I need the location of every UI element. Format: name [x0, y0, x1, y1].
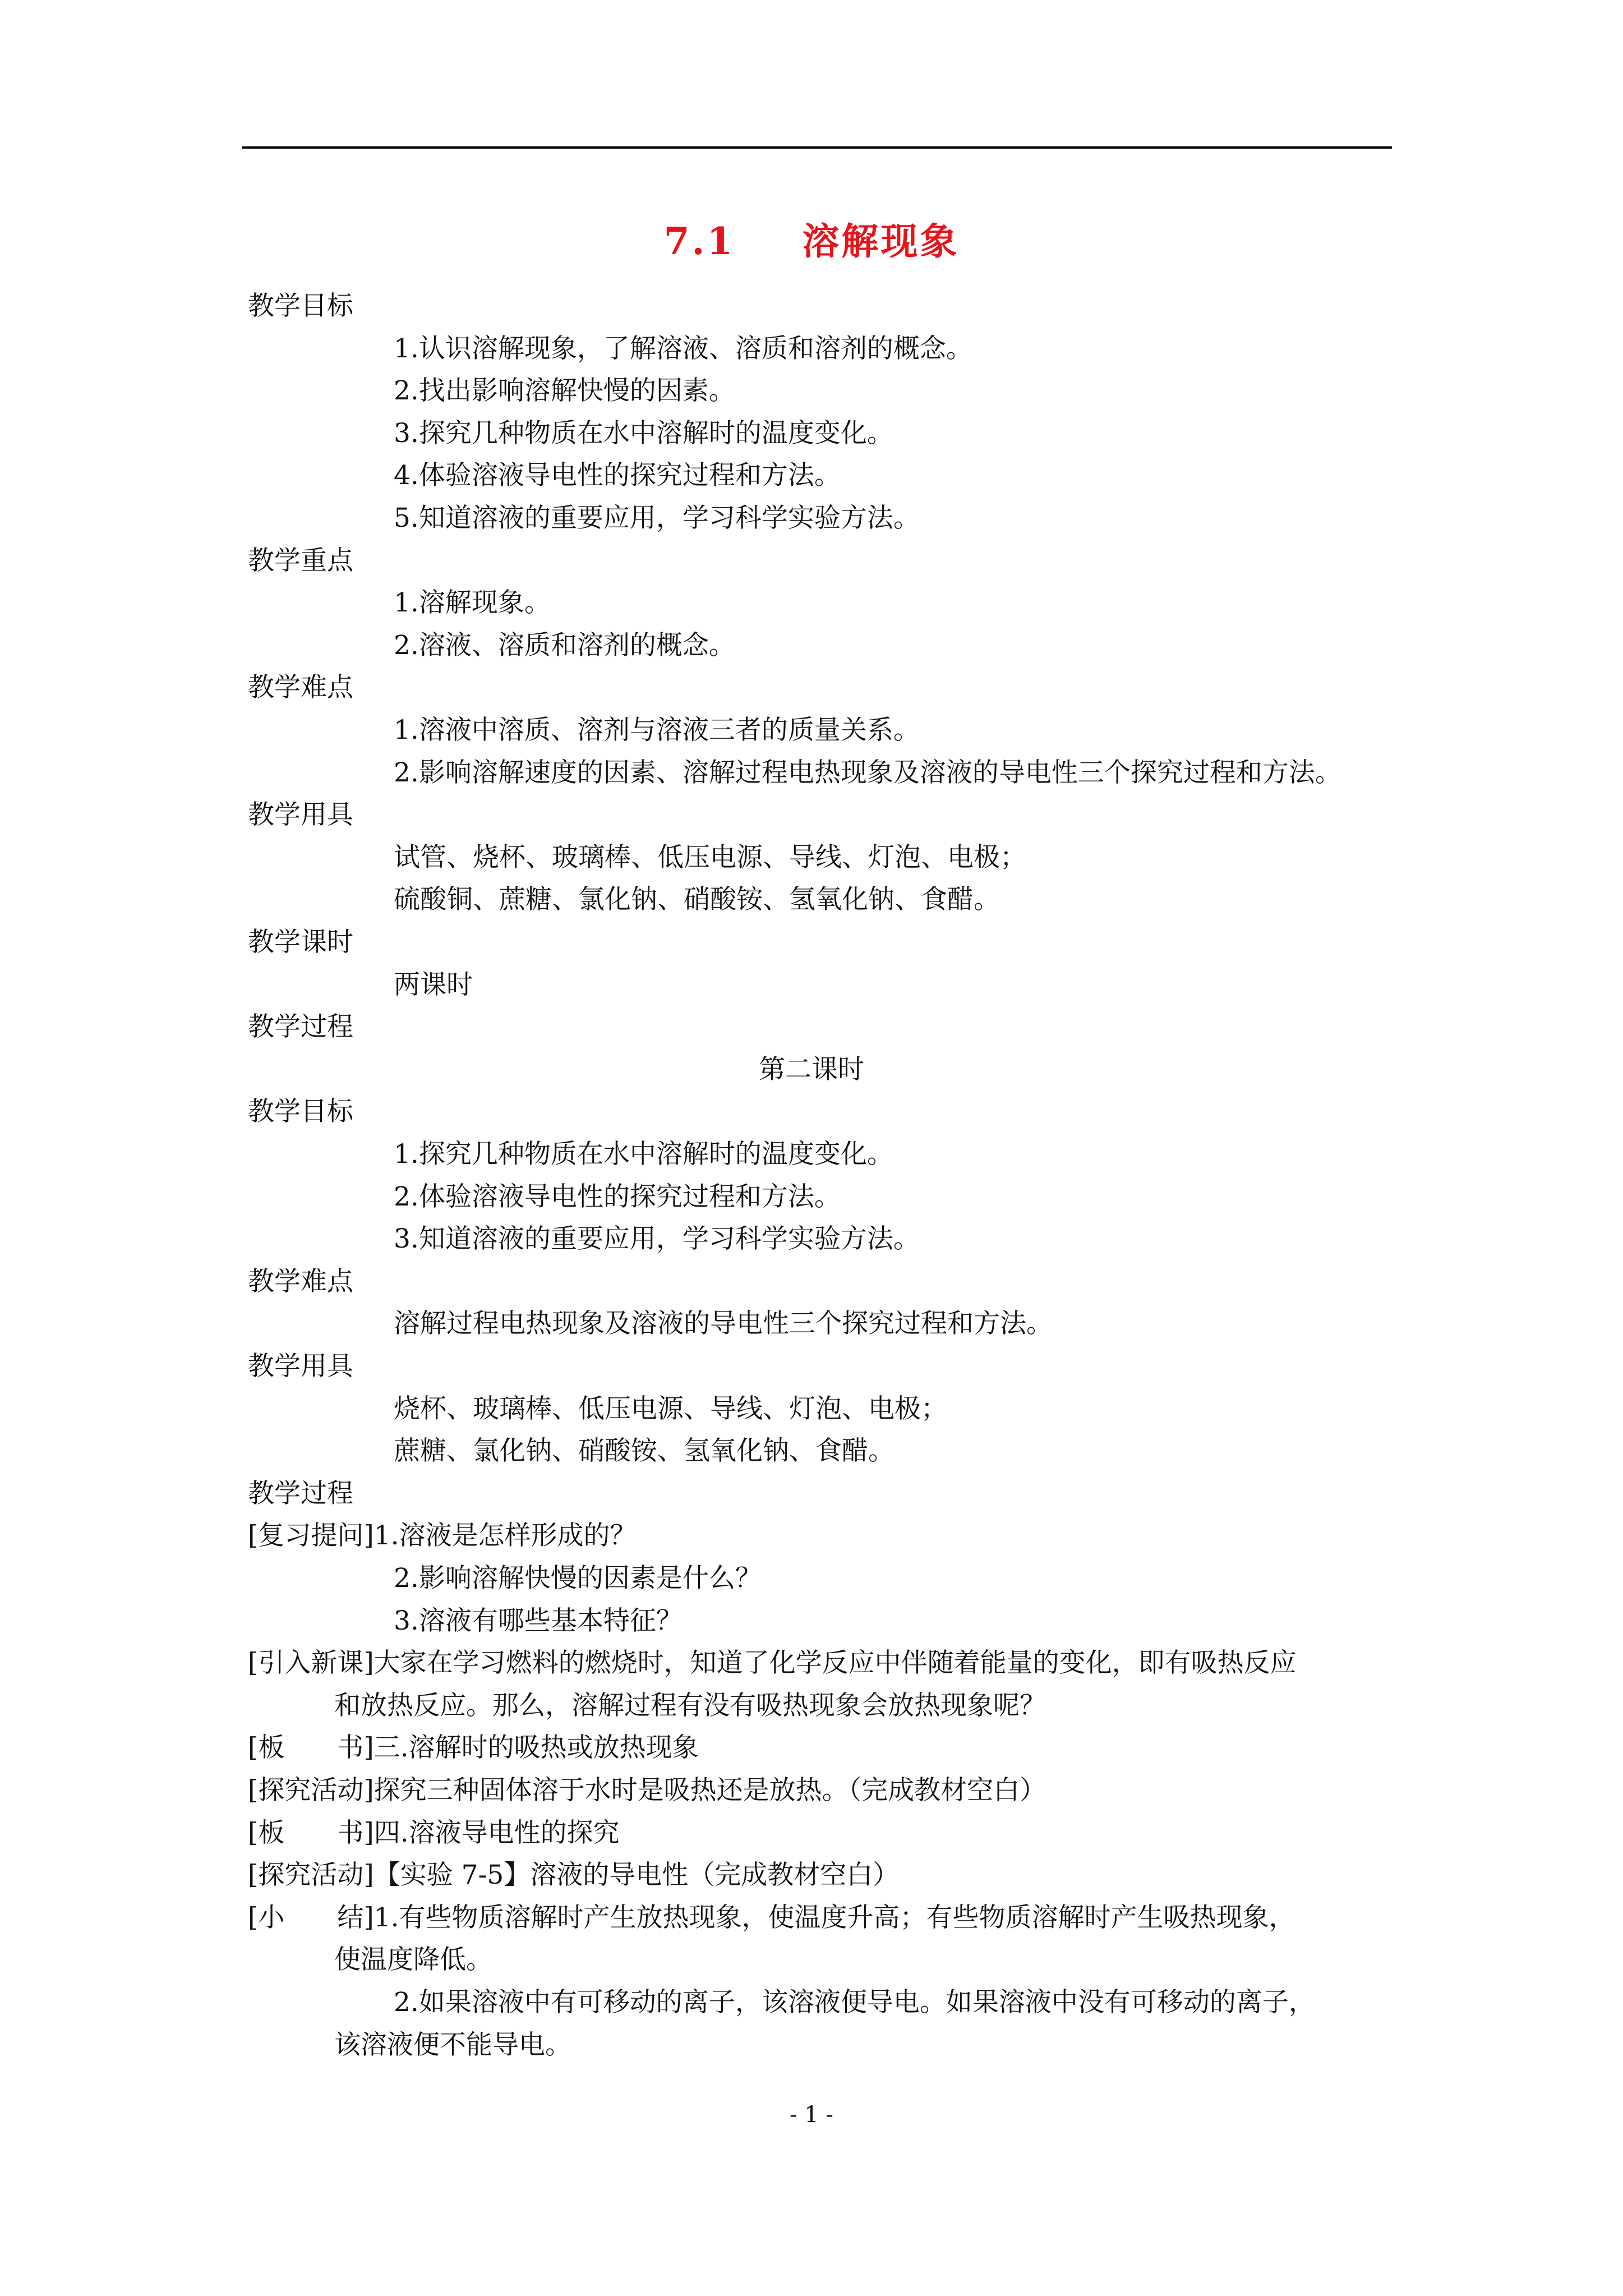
page-number: - 1 -	[790, 2102, 833, 2128]
section-line: [探究活动]【实验 7-5】溶液的导电性（完成教材空白）	[248, 1860, 900, 1890]
body-line: 3.探究几种物质在水中溶解时的温度变化。	[394, 418, 893, 449]
body-line: 2.如果溶液中有可移动的离子，该溶液便导电。如果溶液中没有可移动的离子，	[394, 1987, 1315, 2018]
body-line: 1.探究几种物质在水中溶解时的温度变化。	[394, 1139, 893, 1170]
body-line: 2.影响溶解快慢的因素是什么？	[394, 1563, 762, 1594]
body-line: 溶解过程电热现象及溶液的导电性三个探究过程和方法。	[394, 1308, 1053, 1339]
section-line: [板 书]三.溶解时的吸热或放热现象	[248, 1732, 699, 1763]
section-line: 教学难点	[248, 1266, 353, 1297]
body-line: 2.影响溶解速度的因素、溶解过程电热现象及溶液的导电性三个探究过程和方法。	[394, 757, 1341, 788]
body-line: 5.知道溶液的重要应用，学习科学实验方法。	[394, 503, 920, 533]
body-line: 2.体验溶液导电性的探究过程和方法。	[394, 1181, 841, 1212]
subheading-line: 第二课时	[759, 1054, 864, 1085]
body-line: 1.认识溶解现象，了解溶液、溶质和溶剂的概念。	[394, 333, 972, 364]
section-line: 教学过程	[248, 1011, 353, 1042]
section-line: 教学用具	[248, 799, 353, 830]
document-title	[0, 213, 1623, 269]
header-rule	[242, 146, 1392, 149]
body-line: 1.溶解现象。	[394, 587, 551, 618]
section-line: 教学课时	[248, 927, 353, 958]
body-line: 3.知道溶液的重要应用，学习科学实验方法。	[394, 1223, 920, 1254]
body-line: 和放热反应。那么，溶解过程有没有吸热现象会放热现象呢？	[334, 1690, 1046, 1721]
section-line: 教学难点	[248, 672, 353, 703]
body-line: 1.溶液中溶质、溶剂与溶液三者的质量关系。	[394, 715, 920, 746]
section-line: [引入新课]大家在学习燃料的燃烧时，知道了化学反应中伴随着能量的变化，即有吸热反应	[248, 1648, 1297, 1678]
title-text: 溶解现象	[802, 219, 960, 263]
body-line: 烧杯、玻璃棒、低压电源、导线、灯泡、电极；	[394, 1393, 947, 1424]
body-line: 3.溶液有哪些基本特征？	[394, 1605, 683, 1636]
section-line: 教学目标	[248, 1096, 353, 1127]
body-line: 该溶液便不能导电。	[334, 2030, 571, 2060]
section-line: [小 结]1.有些物质溶解时产生放热现象，使温度升高；有些物质溶解时产生吸热现象，	[248, 1902, 1295, 1933]
body-line: 4.体验溶液导电性的探究过程和方法。	[394, 460, 841, 491]
section-line: 教学用具	[248, 1351, 353, 1382]
section-line: [复习提问]1.溶液是怎样形成的？	[248, 1520, 637, 1551]
body-line: 蔗糖、氯化钠、硝酸铵、氢氧化钠、食醋。	[394, 1435, 895, 1466]
section-line: [探究活动]探究三种固体溶于水时是吸热还是放热。（完成教材空白）	[248, 1775, 1046, 1806]
title-number: 7.1	[663, 219, 735, 263]
body-line: 两课时	[394, 969, 473, 1000]
section-line: [板 书]四.溶液导电性的探究	[248, 1818, 620, 1848]
body-line: 2.溶液、溶质和溶剂的概念。	[394, 630, 735, 661]
body-line: 硫酸铜、蔗糖、氯化钠、硝酸铵、氢氧化钠、食醋。	[394, 884, 1000, 915]
body-line: 使温度降低。	[334, 1944, 492, 1975]
section-line: 教学目标	[248, 291, 353, 321]
body-line: 试管、烧杯、玻璃棒、低压电源、导线、灯泡、电极；	[394, 842, 1026, 873]
section-line: 教学过程	[248, 1478, 353, 1509]
body-line: 2.找出影响溶解快慢的因素。	[394, 375, 735, 406]
section-line: 教学重点	[248, 545, 353, 576]
